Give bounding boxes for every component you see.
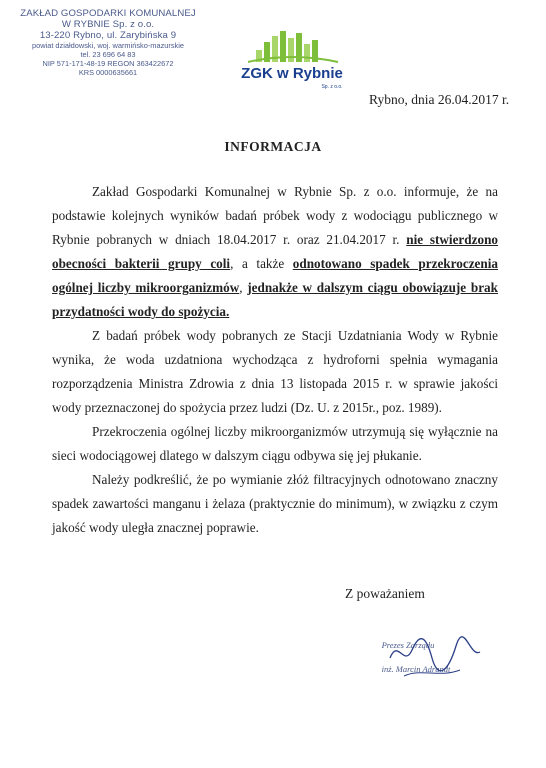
signature-title: Prezes Zarządu	[381, 640, 435, 650]
p1-emphasis-unfit: jednakże w dalszym ciągu obowiązuje brak przydatności wody do spożycia.	[52, 280, 498, 319]
p1-text: , a także	[230, 256, 293, 271]
signature-stamp	[360, 628, 500, 688]
company-logo	[228, 28, 356, 92]
document-date: Rybno, dnia 26.04.2017 r.	[369, 92, 510, 107]
stamp-line: tel. 23 696 64 83	[80, 50, 136, 59]
stamp-line: W RYBNIE Sp. z o.o.	[61, 19, 155, 30]
logo-graphic	[228, 28, 356, 92]
p1-emphasis-decrease: odnotowano spadek przekroczenia ogólnej liczby mikroorganizmów	[52, 256, 498, 295]
signature-graphic	[360, 628, 500, 688]
paragraph-4: Należy podkreślić, że po wymianie złóż filtracyjnych odnotowano znaczny spadek zawartości manganu i żelaza (praktycznie do minimum), w związku z czym jakość wody uległa znacznej poprawie.	[52, 472, 498, 535]
stamp-line: ZAKŁAD GOSPODARKI KOMUNALNEJ	[20, 8, 196, 19]
document-title: INFORMACJA	[224, 139, 322, 154]
p1-text: Zakład Gospodarki Komunalnej w Rybnie Sp. z o.o. informuje, że na podstawie kolejnych wyników badań próbek wody z wodociągu publicznego w Rybnie pobranych w dniach 18.04.2017 r. oraz 21.04.2017 r.	[52, 184, 498, 247]
paragraph-2: Z badań próbek wody pobranych ze Stacji Uzdatniania Wody w Rybnie wynika, że woda uzdatniona wychodząca z hydroforni spełnia wymagania rozporządzenia Ministra Zdrowia z dnia 13 listopada 2015 r. w sprawie jakości wody przeznaczonej do spożycia przez ludzi (Dz. U. z 2015r., poz. 1989).	[52, 328, 498, 415]
signature-name: inż. Marcin Adrandt	[381, 664, 451, 674]
company-stamp	[6, 8, 210, 77]
letter-body	[52, 180, 498, 540]
p1-text: ,	[239, 280, 248, 295]
logo-subtext: Sp. z o.o.	[321, 84, 343, 90]
closing-salutation: Z poważaniem	[345, 586, 425, 601]
stamp-line: NIP 571-171-48-19 REGON 363422672	[42, 59, 174, 68]
paragraph-1	[52, 180, 498, 324]
logo-text: ZGK w Rybnie	[241, 65, 343, 82]
stamp-line: powiat działdowski, woj. warmińsko-mazurskie	[32, 41, 184, 50]
stamp-line: KRS 0000635661	[78, 68, 138, 77]
paragraph-3: Przekroczenia ogólnej liczby mikroorganizmów utrzymują się wyłącznie na sieci wodociągowej dlatego w dalszym ciągu odbywa się jej płukanie.	[52, 424, 498, 463]
p1-emphasis-coli: nie stwierdzono obecności bakterii grupy coli	[52, 232, 498, 271]
stamp-line: 13-220 Rybno, ul. Zarybińska 9	[39, 30, 177, 41]
